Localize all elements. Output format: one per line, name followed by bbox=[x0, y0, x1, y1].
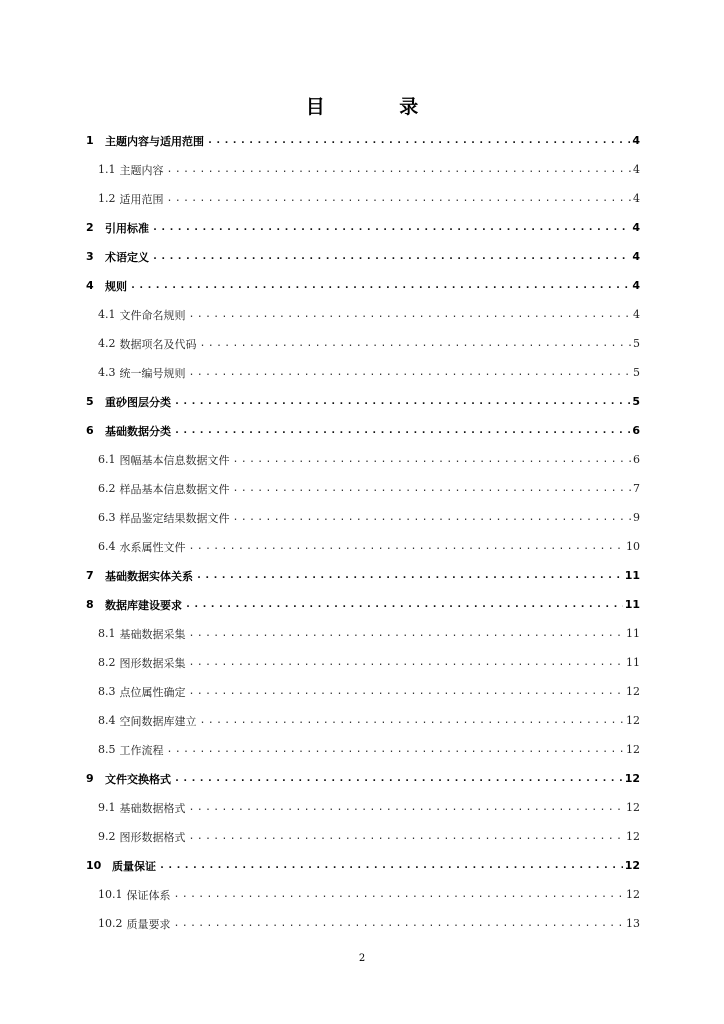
toc-dot-leader bbox=[174, 425, 630, 436]
toc-entry-page: 5 bbox=[632, 395, 640, 408]
toc-entry-label: 数据项名及代码 bbox=[119, 337, 197, 351]
toc-entry-number: 4.1 bbox=[98, 308, 116, 321]
toc-dot-leader bbox=[167, 744, 625, 755]
toc-entry-label: 术语定义 bbox=[105, 250, 149, 264]
toc-entry-number: 8.3 bbox=[98, 685, 116, 698]
toc-entry-number: 6.2 bbox=[98, 482, 116, 495]
toc-entry-number: 1 bbox=[86, 134, 94, 147]
toc-section-entry[interactable] bbox=[86, 619, 640, 648]
toc-chapter-entry[interactable] bbox=[86, 590, 640, 619]
toc-entry-number: 8 bbox=[86, 598, 94, 611]
toc-entry-page: 11 bbox=[624, 598, 640, 611]
toc-dot-leader bbox=[130, 280, 630, 291]
toc-entry-page: 4 bbox=[632, 279, 640, 292]
toc-entry-number: 1.1 bbox=[98, 163, 116, 176]
toc-section-entry[interactable] bbox=[86, 358, 640, 387]
toc-entry-label: 图形数据格式 bbox=[119, 830, 186, 844]
toc-chapter-entry[interactable] bbox=[86, 416, 640, 445]
table-of-contents bbox=[86, 126, 640, 938]
toc-entry-page: 4 bbox=[633, 192, 640, 205]
toc-dot-leader bbox=[185, 599, 623, 610]
toc-entry-number: 3 bbox=[86, 250, 94, 263]
toc-dot-leader bbox=[152, 251, 630, 262]
toc-entry-label: 重砂图层分类 bbox=[105, 395, 171, 409]
toc-entry-label: 基础数据格式 bbox=[119, 801, 186, 815]
toc-dot-leader bbox=[167, 164, 632, 175]
toc-entry-page: 11 bbox=[626, 627, 640, 640]
toc-section-entry[interactable] bbox=[86, 300, 640, 329]
toc-section-entry[interactable] bbox=[86, 735, 640, 764]
toc-dot-leader bbox=[174, 773, 623, 784]
toc-dot-leader bbox=[189, 541, 625, 552]
toc-entry-label: 主题内容与适用范围 bbox=[105, 134, 204, 148]
toc-entry-number: 10 bbox=[86, 859, 102, 872]
toc-dot-leader bbox=[174, 889, 625, 900]
toc-dot-leader bbox=[189, 831, 625, 842]
toc-entry-page: 5 bbox=[633, 366, 640, 379]
toc-entry-label: 样品基本信息数据文件 bbox=[119, 482, 230, 496]
toc-entry-label: 质量保证 bbox=[112, 859, 156, 873]
toc-dot-leader bbox=[152, 222, 630, 233]
toc-entry-label: 规则 bbox=[105, 279, 127, 293]
toc-entry-label: 文件命名规则 bbox=[119, 308, 186, 322]
toc-entry-label: 主题内容 bbox=[119, 163, 164, 177]
toc-entry-label: 文件交换格式 bbox=[105, 772, 171, 786]
toc-entry-page: 12 bbox=[626, 888, 640, 901]
toc-entry-page: 7 bbox=[633, 482, 640, 495]
page-number: 2 bbox=[358, 953, 366, 964]
toc-entry-page: 6 bbox=[633, 453, 640, 466]
toc-entry-label: 工作流程 bbox=[119, 743, 164, 757]
toc-entry-number: 10.2 bbox=[98, 917, 123, 930]
toc-entry-page: 9 bbox=[633, 511, 640, 524]
toc-chapter-entry[interactable] bbox=[86, 764, 640, 793]
toc-dot-leader bbox=[196, 570, 623, 581]
toc-section-entry[interactable] bbox=[86, 822, 640, 851]
toc-entry-number: 9 bbox=[86, 772, 94, 785]
toc-section-entry[interactable] bbox=[86, 155, 640, 184]
toc-entry-page: 4 bbox=[633, 308, 640, 321]
toc-entry-number: 4.3 bbox=[98, 366, 116, 379]
toc-entry-page: 13 bbox=[626, 917, 640, 930]
toc-entry-label: 数据库建设要求 bbox=[105, 598, 182, 612]
toc-dot-leader bbox=[174, 396, 630, 407]
toc-entry-number: 2 bbox=[86, 221, 94, 234]
toc-entry-page: 11 bbox=[626, 656, 640, 669]
toc-dot-leader bbox=[233, 512, 632, 523]
toc-title: 目 录 bbox=[305, 96, 453, 118]
toc-entry-page: 12 bbox=[624, 859, 640, 872]
toc-section-entry[interactable] bbox=[86, 184, 640, 213]
toc-entry-label: 点位属性确定 bbox=[119, 685, 186, 699]
toc-entry-label: 空间数据库建立 bbox=[119, 714, 197, 728]
toc-entry-page: 4 bbox=[632, 250, 640, 263]
toc-dot-leader bbox=[189, 367, 632, 378]
toc-entry-label: 图幅基本信息数据文件 bbox=[119, 453, 230, 467]
toc-dot-leader bbox=[159, 860, 623, 871]
toc-entry-page: 10 bbox=[626, 540, 640, 553]
toc-entry-number: 8.2 bbox=[98, 656, 116, 669]
toc-entry-page: 5 bbox=[633, 337, 640, 350]
toc-dot-leader bbox=[233, 454, 632, 465]
toc-section-entry[interactable] bbox=[86, 793, 640, 822]
toc-section-entry[interactable] bbox=[86, 677, 640, 706]
toc-entry-label: 水系属性文件 bbox=[119, 540, 186, 554]
toc-entry-page: 12 bbox=[626, 685, 640, 698]
toc-entry-number: 1.2 bbox=[98, 192, 116, 205]
toc-section-entry[interactable] bbox=[86, 532, 640, 561]
toc-dot-leader bbox=[233, 483, 632, 494]
toc-entry-label: 适用范围 bbox=[119, 192, 164, 206]
toc-entry-number: 6.3 bbox=[98, 511, 116, 524]
toc-section-entry[interactable] bbox=[86, 880, 640, 909]
toc-chapter-entry[interactable] bbox=[86, 271, 640, 300]
toc-chapter-entry[interactable] bbox=[86, 851, 640, 880]
toc-entry-number: 4.2 bbox=[98, 337, 116, 350]
toc-dot-leader bbox=[189, 309, 632, 320]
toc-entry-page: 4 bbox=[633, 163, 640, 176]
toc-entry-page: 12 bbox=[624, 772, 640, 785]
toc-entry-number: 7 bbox=[86, 569, 94, 582]
toc-entry-number: 6 bbox=[86, 424, 94, 437]
toc-entry-number: 9.2 bbox=[98, 830, 116, 843]
toc-entry-label: 基础数据分类 bbox=[105, 424, 171, 438]
toc-entry-page: 4 bbox=[632, 134, 640, 147]
toc-entry-label: 质量要求 bbox=[126, 917, 171, 931]
toc-chapter-entry[interactable] bbox=[86, 213, 640, 242]
toc-entry-label: 保证体系 bbox=[126, 888, 171, 902]
toc-chapter-entry[interactable] bbox=[86, 126, 640, 155]
toc-entry-number: 8.4 bbox=[98, 714, 116, 727]
toc-entry-number: 6.4 bbox=[98, 540, 116, 553]
toc-entry-page: 6 bbox=[632, 424, 640, 437]
toc-section-entry[interactable] bbox=[86, 648, 640, 677]
toc-entry-label: 样品鉴定结果数据文件 bbox=[119, 511, 230, 525]
toc-section-entry[interactable] bbox=[86, 503, 640, 532]
toc-dot-leader bbox=[207, 135, 630, 146]
toc-entry-number: 8.1 bbox=[98, 627, 116, 640]
toc-section-entry[interactable] bbox=[86, 706, 640, 735]
toc-entry-number: 4 bbox=[86, 279, 94, 292]
toc-dot-leader bbox=[167, 193, 632, 204]
toc-entry-label: 图形数据采集 bbox=[119, 656, 186, 670]
toc-section-entry[interactable] bbox=[86, 445, 640, 474]
toc-entry-page: 12 bbox=[626, 830, 640, 843]
toc-dot-leader bbox=[200, 338, 632, 349]
toc-section-entry[interactable] bbox=[86, 474, 640, 503]
toc-entry-number: 8.5 bbox=[98, 743, 116, 756]
toc-chapter-entry[interactable] bbox=[86, 242, 640, 271]
toc-dot-leader bbox=[200, 715, 625, 726]
toc-entry-label: 统一编号规则 bbox=[119, 366, 186, 380]
toc-dot-leader bbox=[189, 628, 625, 639]
toc-entry-number: 5 bbox=[86, 395, 94, 408]
toc-entry-page: 12 bbox=[626, 801, 640, 814]
toc-dot-leader bbox=[189, 802, 625, 813]
toc-chapter-entry[interactable] bbox=[86, 387, 640, 416]
toc-entry-label: 基础数据实体关系 bbox=[105, 569, 193, 583]
toc-entry-label: 基础数据采集 bbox=[119, 627, 186, 641]
toc-entry-page: 4 bbox=[632, 221, 640, 234]
toc-entry-page: 11 bbox=[624, 569, 640, 582]
toc-entry-label: 引用标准 bbox=[105, 221, 149, 235]
toc-dot-leader bbox=[189, 657, 625, 668]
toc-section-entry[interactable] bbox=[86, 329, 640, 358]
toc-section-entry[interactable] bbox=[86, 909, 640, 938]
toc-entry-page: 12 bbox=[626, 743, 640, 756]
toc-entry-number: 10.1 bbox=[98, 888, 123, 901]
toc-chapter-entry[interactable] bbox=[86, 561, 640, 590]
toc-dot-leader bbox=[189, 686, 625, 697]
toc-entry-number: 6.1 bbox=[98, 453, 116, 466]
toc-entry-number: 9.1 bbox=[98, 801, 116, 814]
toc-dot-leader bbox=[174, 918, 625, 929]
toc-entry-page: 12 bbox=[626, 714, 640, 727]
